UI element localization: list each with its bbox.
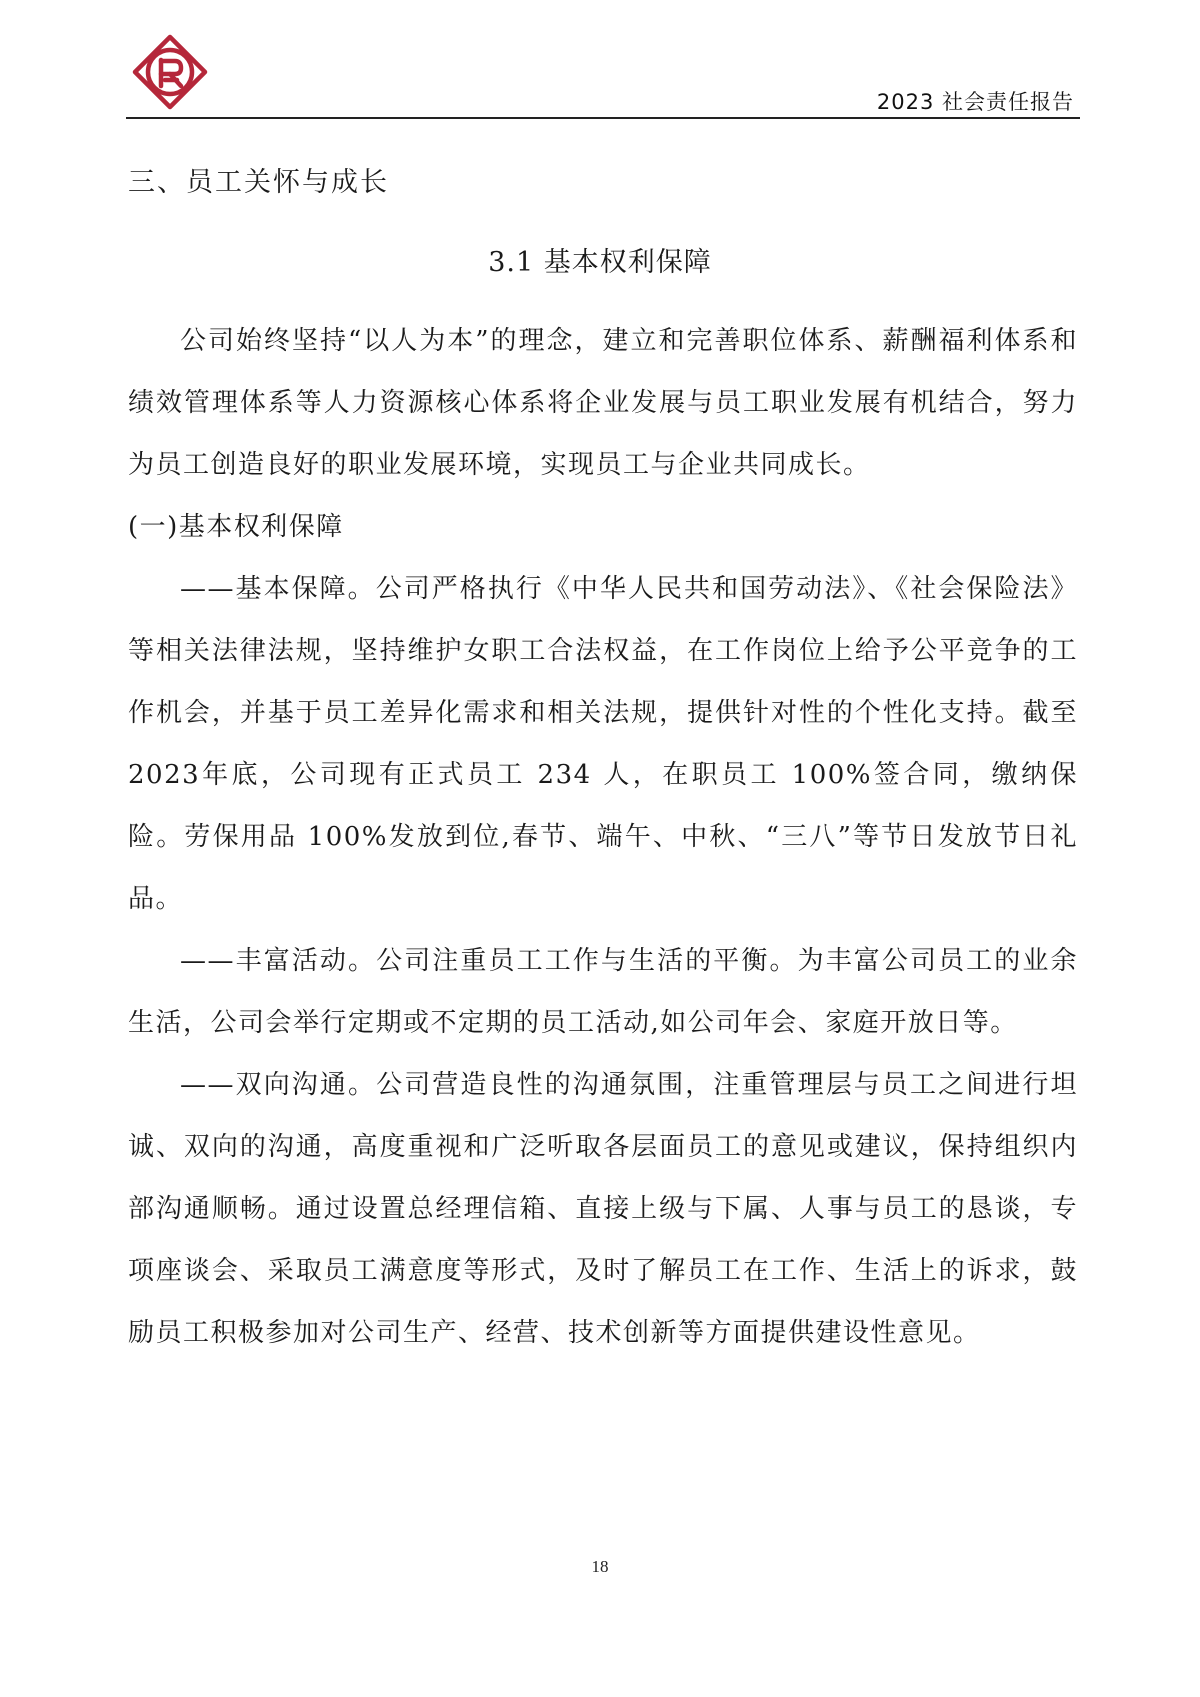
section-heading: 三、员工关怀与成长: [128, 167, 389, 198]
basic-protection-paragraph: ——基本保障。公司严格执行《中华人民共和国劳动法》、《社会保险法》等相关法律法规，坚持维护女职工合法权益，在工作岗位上给予公平竞争的工作机会，并基于员工差异化需求和相关法规，提供针对性的个性化支持。截至2023年底，公司现有正式员工 234 人，在职员工 100%签合同，缴纳保险。劳保用品 100%发放到位,春节、端午、中秋、“三八”等节日发放节日礼品。: [128, 574, 1078, 914]
company-logo-icon: [132, 34, 208, 110]
page-number: 18: [591, 1557, 609, 1576]
body-text: [128, 310, 1078, 1364]
list-heading: (一)基本权利保障: [128, 512, 344, 542]
report-title: 2023 社会责任报告: [876, 90, 1074, 114]
header-divider: [126, 117, 1080, 119]
intro-paragraph: 公司始终坚持“以人为本”的理念，建立和完善职位体系、薪酬福利体系和绩效管理体系等人力资源核心体系将企业发展与员工职业发展有机结合，努力为员工创造良好的职业发展环境，实现员工与企业共同成长。: [128, 326, 1078, 480]
communication-paragraph: ——双向沟通。公司营造良性的沟通氛围，注重管理层与员工之间进行坦诚、双向的沟通，高度重视和广泛听取各层面员工的意见或建议，保持组织内部沟通顺畅。通过设置总经理信箱、直接上级与下属、人事与员工的恳谈，专项座谈会、采取员工满意度等形式，及时了解员工在工作、生活上的诉求，鼓励员工积极参加对公司生产、经营、技术创新等方面提供建设性意见。: [128, 1070, 1078, 1348]
subsection-heading: 3.1 基本权利保障: [488, 247, 712, 278]
activities-paragraph: ——丰富活动。公司注重员工工作与生活的平衡。为丰富公司员工的业余生活，公司会举行定期或不定期的员工活动,如公司年会、家庭开放日等。: [128, 946, 1078, 1038]
